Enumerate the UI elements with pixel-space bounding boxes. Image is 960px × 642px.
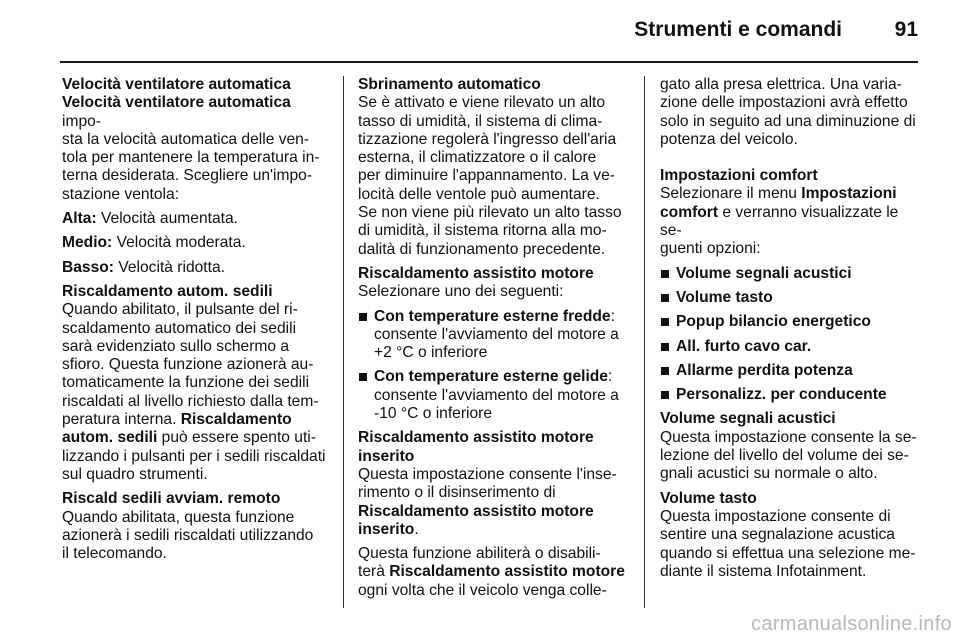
text: :: [610, 307, 615, 325]
section-auto-defog: [358, 76, 628, 259]
text: .: [414, 520, 419, 538]
text: impo-: [62, 112, 101, 130]
section-heading: Sbrinamento automatico: [358, 76, 541, 93]
text: Velocità moderata.: [112, 234, 246, 252]
section-heading: Riscaldamento autom. sedili: [62, 282, 273, 300]
text: sta la velocità automatica delle ven-: [62, 130, 310, 148]
bold-term: Con temperature esterne gelide: [374, 368, 608, 386]
text: tola per mantenere la temperatura in-: [62, 149, 320, 167]
text: riscaldati al livello richiesto dalla tem-: [62, 392, 319, 410]
list-item: [660, 386, 922, 404]
list-item: [660, 265, 922, 283]
section-engine-assist-heating: [358, 265, 628, 302]
column-divider: [343, 76, 344, 608]
list-item: [660, 338, 922, 356]
text: stazione ventola:: [62, 185, 180, 203]
bullet-square-icon: [661, 367, 669, 375]
section-heading: Impostazioni comfort: [660, 167, 818, 185]
text: azionerà i sedili riscaldati utilizzando: [62, 526, 314, 544]
bullet-square-icon: [661, 270, 669, 278]
page-number: 91: [894, 18, 918, 41]
header-title: Strumenti e comandi: [634, 18, 842, 41]
option-name: Personalizz. per conducente: [676, 386, 887, 404]
column-3: [660, 76, 922, 581]
text: Velocità aumentata.: [96, 210, 238, 228]
section-engine-assist-heating-on: [358, 429, 628, 539]
text: lizzando i pulsanti per i sedili riscaldati: [62, 447, 326, 465]
list-item: [358, 308, 628, 363]
text: di umidità, il sistema ritorna alla mo-: [358, 222, 607, 240]
option-name: All. furto cavo car.: [676, 337, 812, 355]
text: consente l'avviamento del motore a: [374, 325, 619, 343]
section-heading: Volume segnali acustici: [660, 410, 836, 428]
text: sarà evidenziato sullo schermo a: [62, 337, 290, 355]
text: solo in seguito ad una diminuzione di: [660, 112, 916, 130]
section-fan-speed: [62, 76, 332, 204]
section-key-volume: [660, 490, 922, 581]
bold-term: inserito: [358, 520, 415, 538]
text: gnali acustici su normale o alto.: [660, 465, 878, 483]
bold-term: Velocità ventilatore automatica: [62, 94, 291, 112]
bold-term: Impostazioni: [801, 185, 897, 203]
section-heading: Riscaldamento assistito motore: [358, 429, 594, 447]
section-heading: Velocità ventilatore automatica: [62, 76, 291, 93]
bold-term: Riscaldamento assistito motore: [358, 502, 594, 520]
text: -10 °C o inferiore: [374, 405, 493, 423]
option-label: Alta:: [62, 210, 97, 228]
section-heading: Riscald sedili avviam. remoto: [62, 490, 281, 508]
option-name: Allarme perdita potenza: [676, 361, 853, 379]
text: guenti opzioni:: [660, 240, 761, 258]
section-heading: Riscaldamento assistito motore: [358, 264, 594, 282]
text: Questa impostazione consente di: [660, 507, 891, 525]
text: lezione del livello del volume dei se-: [660, 447, 909, 465]
text: esterna, il climatizzatore o il calore: [358, 149, 597, 167]
text: Se non viene più rilevato un alto tasso: [358, 204, 622, 222]
section-heading: Volume tasto: [660, 489, 757, 507]
list-item: [660, 362, 922, 380]
column-1: [62, 76, 332, 563]
text: Questa impostazione consente l'inse-: [358, 465, 617, 483]
text: per diminuire l'appannamento. La ve-: [358, 167, 615, 185]
text: Velocità ridotta.: [114, 258, 225, 276]
watermark: carmanualsonline.info: [751, 613, 952, 635]
bold-term: Riscaldamento assistito motore: [389, 563, 625, 581]
bullet-square-icon: [661, 343, 669, 351]
section-beep-volume: [660, 410, 922, 483]
option-alta: [62, 210, 332, 228]
column-2: [358, 76, 628, 600]
header-rule: [60, 61, 918, 63]
text: consente l'avviamento del motore a: [374, 386, 619, 404]
text: diante il sistema Infotainment.: [660, 562, 867, 580]
text: :: [607, 368, 613, 386]
bullet-square-icon: [661, 391, 669, 399]
section-heading: inserito: [358, 447, 415, 465]
bullet-square-icon: [359, 313, 367, 321]
text: ogni volta che il veicolo venga colle-: [358, 581, 607, 599]
bullet-square-icon: [359, 373, 367, 381]
section-comfort-settings: [660, 167, 922, 258]
text: Selezionare uno dei seguenti:: [358, 283, 564, 301]
text: il telecomando.: [62, 545, 167, 563]
text: rimento o il disinserimento di: [358, 484, 556, 502]
text: Se è attivato e viene rilevato un alto: [358, 94, 606, 112]
column-divider: [644, 76, 645, 608]
option-label: Basso:: [62, 258, 114, 276]
text: e verranno visualizzate le se-: [660, 203, 899, 240]
bullet-square-icon: [661, 318, 669, 326]
section-remote-seat-heating: [62, 490, 332, 563]
page-header: [0, 0, 960, 55]
text: quando si effettua una selezione me-: [660, 544, 916, 562]
text: potenza del veicolo.: [660, 130, 798, 148]
text: Questa impostazione consente la se-: [660, 428, 917, 446]
text: Quando abilitato, il pulsante del ri-: [62, 301, 298, 319]
text: dalità di funzionamento precedente.: [358, 240, 606, 258]
option-basso: [62, 259, 332, 277]
list-item: [660, 289, 922, 307]
option-name: Popup bilancio energetico: [676, 313, 871, 331]
bold-term: Con temperature esterne fredde: [374, 307, 611, 325]
text: sentire una segnalazione acustica: [660, 526, 895, 544]
text: peratura interna.: [62, 411, 181, 429]
option-name: Volume segnali acustici: [676, 264, 852, 282]
text: sfioro. Questa funzione azionerà au-: [62, 356, 314, 374]
text: sul quadro strumenti.: [62, 465, 208, 483]
text: terà: [358, 563, 390, 581]
bullet-square-icon: [661, 294, 669, 302]
bold-term: Riscaldamento: [180, 411, 292, 429]
option-name: Volume tasto: [676, 288, 773, 306]
text: scaldamento automatico dei sedili: [62, 319, 297, 337]
text: terna desiderata. Scegliere un'impo-: [62, 167, 313, 185]
text: locità delle ventole può aumentare.: [358, 185, 600, 203]
text: tomaticamente la funzione dei sedili: [62, 374, 310, 392]
list-item: [660, 313, 922, 331]
text: tasso di umidità, il sistema di clima-: [358, 112, 603, 130]
text: Selezionare il menu: [660, 185, 802, 203]
paragraph: [358, 545, 628, 600]
text: può essere spento uti-: [157, 429, 316, 447]
list-item: [358, 368, 628, 423]
bold-term: autom. sedili: [62, 429, 158, 447]
text: tizzazione regolerà l'ingresso dell'aria: [358, 130, 617, 148]
text: +2 °C o inferiore: [374, 344, 488, 362]
option-label: Medio:: [62, 234, 113, 252]
option-medio: [62, 234, 332, 252]
section-auto-seat-heating: [62, 283, 332, 484]
bold-term: comfort: [660, 203, 719, 221]
text: Quando abilitata, questa funzione: [62, 508, 295, 526]
text: Questa funzione abiliterà o disabili-: [358, 545, 601, 563]
text: zione delle impostazioni avrà effetto: [660, 94, 908, 112]
paragraph-continued: [660, 76, 922, 149]
text: gato alla presa elettrica. Una varia-: [660, 76, 902, 93]
